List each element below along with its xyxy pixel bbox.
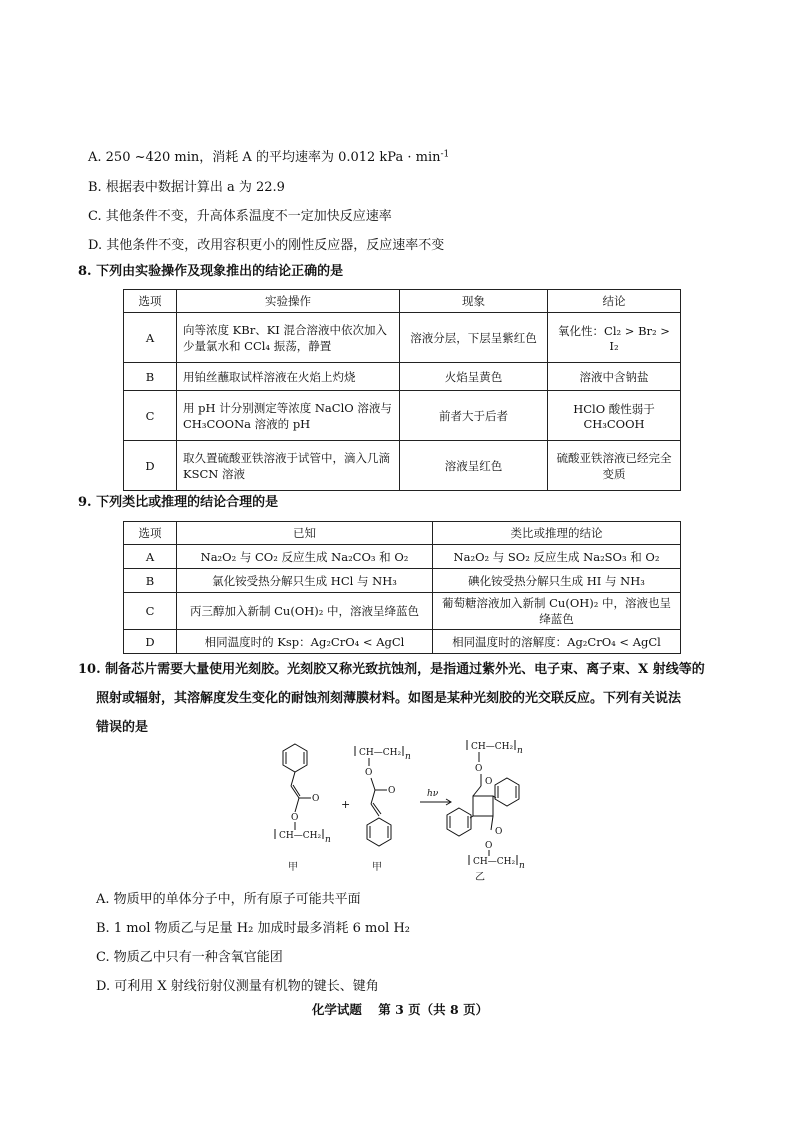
q8-cell-conclusion: 溶液中含钠盐	[548, 363, 681, 391]
benzene-ring	[447, 808, 471, 836]
q9-cell-known: 丙三醇加入新制 Cu(OH)₂ 中，溶液呈绛蓝色	[177, 593, 433, 630]
q8-header-operation: 实验操作	[177, 290, 400, 313]
q9-cell-option: A	[124, 545, 177, 569]
table-row	[124, 441, 681, 491]
label-jia-1: 甲	[288, 862, 298, 873]
q8-header-row	[124, 290, 681, 313]
label-yi: 乙	[475, 872, 485, 883]
ester-o-label: O	[365, 768, 373, 778]
q9-cell-known: Na₂O₂ 与 CO₂ 反应生成 Na₂CO₃ 和 O₂	[177, 545, 433, 569]
q9-cell-option: C	[124, 593, 177, 630]
q8-cell-phenomenon: 溶液分层，下层呈紫红色	[400, 313, 548, 363]
ester-o-label: O	[291, 813, 299, 823]
q8-cell-operation: 取久置硫酸亚铁溶液于试管中，滴入几滴 KSCN 溶液	[177, 441, 400, 491]
n-label: n	[519, 861, 525, 871]
q8-cell-conclusion: 氧化性：Cl₂ > Br₂ > I₂	[548, 313, 681, 363]
table-row	[124, 593, 681, 630]
q7-option-a-sup: -1	[440, 149, 450, 160]
q10-stem-line-3: 错误的是	[96, 720, 149, 735]
benzene-ring	[367, 818, 391, 846]
label-jia-2: 甲	[372, 862, 382, 873]
molecule-jia-2	[355, 746, 411, 873]
q9-cell-option: D	[124, 630, 177, 654]
molecule-jia-1	[275, 744, 331, 873]
q9-cell-known: 相同温度时的 Ksp：Ag₂CrO₄ < AgCl	[177, 630, 433, 654]
repeat-unit-label: CH—CH₂	[279, 831, 322, 841]
q9-header-known: 已知	[177, 522, 433, 545]
q8-cell-phenomenon: 火焰呈黄色	[400, 363, 548, 391]
hv-label: hν	[427, 789, 439, 799]
q9-stem: 9. 下列类比或推理的结论合理的是	[78, 495, 279, 510]
q8-cell-conclusion: HClO 酸性弱于 CH₃COOH	[548, 391, 681, 441]
n-label: n	[325, 835, 331, 845]
benzene-ring	[283, 744, 307, 772]
cyclobutane-ring	[473, 796, 493, 816]
repeat-unit-label: CH—CH₂	[359, 748, 402, 758]
q9-cell-conclusion: Na₂O₂ 与 SO₂ 反应生成 Na₂SO₃ 和 O₂	[433, 545, 681, 569]
carbonyl-o-label: O	[485, 777, 493, 787]
q9-cell-known: 氯化铵受热分解只生成 HCl 与 NH₃	[177, 569, 433, 593]
benzene-ring	[495, 778, 519, 806]
q8-cell-option: D	[124, 441, 177, 491]
q9-cell-option: B	[124, 569, 177, 593]
q8-stem: 8. 下列由实验操作及现象推出的结论正确的是	[78, 264, 344, 279]
reaction-arrow	[420, 789, 451, 805]
carbonyl-o-label: O	[495, 827, 503, 837]
q10-option-b: B. 1 mol 物质乙与足量 H₂ 加成时最多消耗 6 mol H₂	[96, 921, 411, 936]
carbonyl-o-label: O	[388, 786, 396, 796]
q9-cell-conclusion: 碘化铵受热分解只生成 HI 与 NH₃	[433, 569, 681, 593]
q8-cell-operation: 向等浓度 KBr、KI 混合溶液中依次加入少量氯水和 CCl₄ 振荡，静置	[177, 313, 400, 363]
q8-cell-operation: 用 pH 计分别测定等浓度 NaClO 溶液与 CH₃COONa 溶液的 pH	[177, 391, 400, 441]
q9-header-conclusion: 类比或推理的结论	[433, 522, 681, 545]
q8-header-option: 选项	[124, 290, 177, 313]
footer-subject: 化学试题	[311, 1002, 362, 1017]
q8-cell-conclusion: 硫酸亚铁溶液已经完全变质	[548, 441, 681, 491]
q10-stem-line-1: 10. 制备芯片需要大量使用光刻胶。光刻胶又称光致抗蚀剂，是指通过紫外光、电子束、离子束、X 射线等的	[78, 662, 705, 677]
q8-cell-phenomenon: 溶液呈红色	[400, 441, 548, 491]
q9-header-option: 选项	[124, 522, 177, 545]
carbonyl-o-label: O	[312, 794, 320, 804]
q9-header-row	[124, 522, 681, 545]
q9-table	[123, 521, 681, 654]
q10-stem-line-2: 照射或辐射，其溶解度发生变化的耐蚀剂刻薄膜材料。如图是某种光刻胶的光交联反应。下列有关说法	[96, 691, 682, 706]
table-row	[124, 630, 681, 654]
table-row	[124, 391, 681, 441]
q8-header-phenomenon: 现象	[400, 290, 548, 313]
table-row	[124, 569, 681, 593]
ester-o-label: O	[475, 764, 483, 774]
q9-cell-conclusion: 葡萄糖溶液加入新制 Cu(OH)₂ 中，溶液也呈绛蓝色	[433, 593, 681, 630]
page-footer	[0, 1000, 800, 1018]
q7-option-a	[88, 146, 449, 165]
q7-option-b: B. 根据表中数据计算出 a 为 22.9	[88, 180, 285, 195]
n-label: n	[405, 752, 411, 762]
plus-sign: +	[341, 798, 351, 811]
footer-page-number: 第 3 页（共 8 页）	[378, 1002, 489, 1017]
q8-cell-option: C	[124, 391, 177, 441]
q8-cell-operation: 用铂丝蘸取试样溶液在火焰上灼烧	[177, 363, 400, 391]
q8-cell-option: A	[124, 313, 177, 363]
q7-option-c: C. 其他条件不变，升高体系温度不一定加快反应速率	[88, 209, 392, 224]
q8-cell-phenomenon: 前者大于后者	[400, 391, 548, 441]
repeat-unit-label: CH—CH₂	[471, 742, 514, 752]
q10-option-d: D. 可利用 X 射线衍射仪测量有机物的键长、键角	[96, 979, 379, 994]
table-row	[124, 313, 681, 363]
photo-crosslinking-diagram	[255, 738, 555, 888]
q9-cell-conclusion: 相同温度时的溶解度：Ag₂CrO₄ < AgCl	[433, 630, 681, 654]
q10-option-c: C. 物质乙中只有一种含氧官能团	[96, 950, 283, 965]
repeat-unit-label: CH—CH₂	[473, 857, 516, 867]
ester-o-label: O	[485, 841, 493, 851]
table-row	[124, 363, 681, 391]
q7-option-a-text: A. 250 ~420 min，消耗 A 的平均速率为 0.012 kPa · min	[88, 150, 441, 165]
n-label: n	[517, 746, 523, 756]
q8-table	[123, 289, 681, 491]
q10-option-a: A. 物质甲的单体分子中，所有原子可能共平面	[96, 892, 361, 907]
molecule-yi	[447, 740, 525, 883]
table-row	[124, 545, 681, 569]
q8-header-conclusion: 结论	[548, 290, 681, 313]
q7-option-d: D. 其他条件不变，改用容积更小的刚性反应器，反应速率不变	[88, 238, 445, 253]
q8-cell-option: B	[124, 363, 177, 391]
